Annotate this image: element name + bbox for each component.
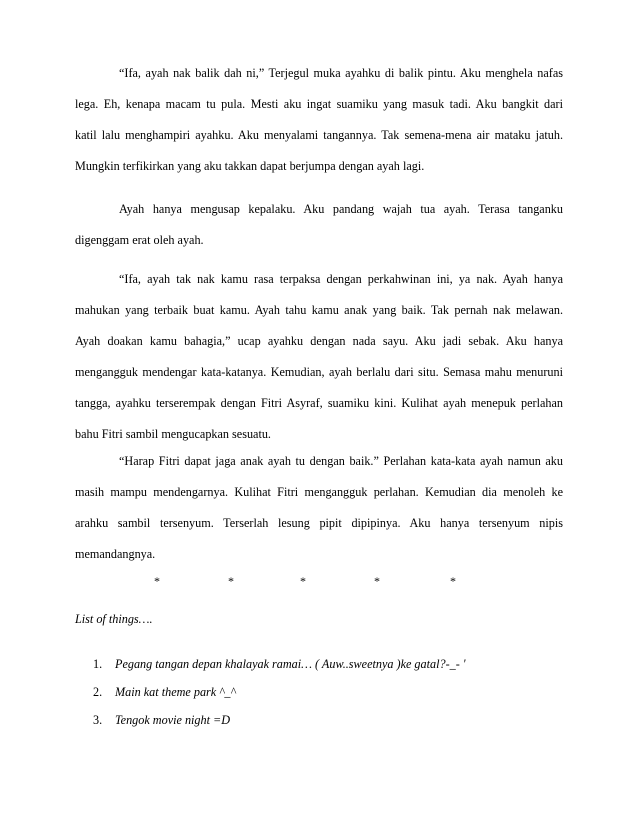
list-item-text: Pegang tangan depan khalayak ramai… ( Auw..sweetnya )ke gatal?-_- ': [115, 657, 466, 671]
text-line: arahku sambil tersenyum. Terserlah lesung pipit dipipinya. Aku hanya tersenyum nipis: [75, 516, 563, 530]
text-line: memandangnya.: [75, 547, 156, 561]
list-item-text: Main kat theme park ^_^: [115, 685, 236, 699]
separator-asterisk: *: [300, 574, 306, 588]
text-line: mengangguk mendengar kata-katanya. Kemudian, ayah berlalu dari situ. Semasa mahu menuruni: [75, 365, 563, 379]
list-title: List of things….: [75, 612, 153, 626]
list-number: 3.: [93, 713, 103, 727]
text-line: Ayah hanya mengusap kepalaku. Aku pandang wajah tua ayah. Terasa tanganku: [119, 202, 563, 216]
paragraph-4: [75, 446, 563, 570]
text-line: digenggam erat oleh ayah.: [75, 233, 204, 247]
text-line: “Ifa, ayah tak nak kamu rasa terpaksa dengan perkahwinan ini, ya nak. Ayah hanya: [119, 272, 563, 286]
list-item: [93, 706, 465, 734]
things-list: [93, 650, 465, 734]
separator-asterisk: *: [374, 574, 380, 588]
text-line: Ayah doakan kamu bahagia,” ucap ayahku dengan nada sayu. Aku jadi sebak. Aku hanya: [75, 334, 563, 348]
text-line: lega. Eh, kenapa macam tu pula. Mesti aku ingat suamiku yang masuk tadi. Aku bangkit dari: [75, 97, 563, 111]
separator-asterisk: *: [450, 574, 456, 588]
text-line: katil lalu menghampiri ayahku. Aku menyalami tangannya. Tak semena-mena air mataku jatuh.: [75, 128, 563, 142]
text-line: tangga, ayahku terserempak dengan Fitri Asyraf, suamiku kini. Kulihat ayah menepuk perlahan: [75, 396, 563, 410]
text-line: “Harap Fitri dapat jaga anak ayah tu dengan baik.” Perlahan kata-kata ayah namun aku: [119, 454, 563, 468]
list-item-text: Tengok movie night =D: [115, 713, 231, 727]
list-item: [93, 678, 465, 706]
text-line: masih mampu mendengarnya. Kulihat Fitri mengangguk perlahan. Kemudian dia menoleh ke: [75, 485, 563, 499]
list-item: [93, 650, 465, 678]
list-number: 2.: [93, 685, 103, 699]
section-separator: [0, 574, 638, 594]
text-line: “Ifa, ayah nak balik dah ni,” Terjegul muka ayahku di balik pintu. Aku menghela nafas: [119, 66, 563, 80]
text-line: Mungkin terfikirkan yang aku takkan dapat berjumpa dengan ayah lagi.: [75, 159, 425, 173]
paragraph-3: [75, 264, 563, 450]
text-line: bahu Fitri sambil mengucapkan sesuatu.: [75, 427, 271, 441]
separator-asterisk: *: [228, 574, 234, 588]
separator-asterisk: *: [154, 574, 160, 588]
list-number: 1.: [93, 657, 103, 671]
paragraph-1: [75, 58, 563, 182]
text-line: mahukan yang terbaik buat kamu. Ayah tahu kamu anak yang baik. Tak pernah nak melawan.: [75, 303, 563, 317]
paragraph-2: [75, 194, 563, 256]
